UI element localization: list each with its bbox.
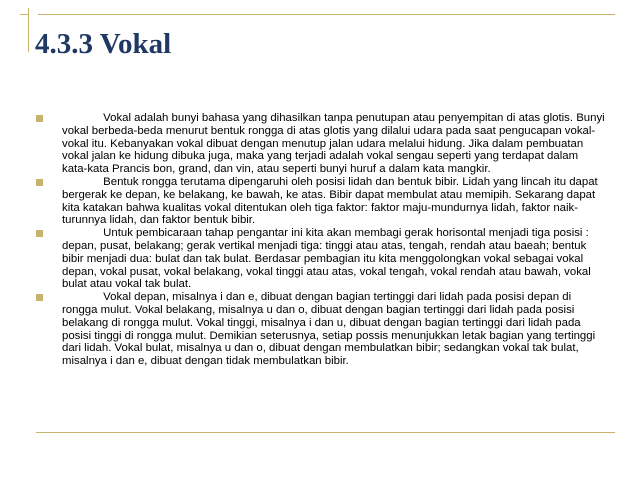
square-bullet-icon (36, 230, 43, 237)
paragraph-rongga (36, 176, 606, 227)
slide-title: 4.3.3 Vokal (35, 28, 172, 60)
paragraph-pembagian (36, 227, 606, 291)
square-bullet-icon (36, 115, 43, 122)
bottom-rule (36, 432, 615, 433)
square-bullet-icon (36, 294, 43, 301)
paragraph-vokal-definition (36, 112, 606, 176)
left-rule (28, 8, 29, 52)
paragraph-text: Bentuk rongga terutama dipengaruhi oleh posisi lidah dan bentuk bibir. Lidah yang lincah itu dapat bergerak ke depan, ke belakang, ke bawah, ke atas. Bibir dapat membulat atau memipih. Sekarang dapat kita katakan bahwa kualitas vokal ditentukan oleh tiga faktor: faktor maju-mundurnya lidah, faktor naik-turunnya lidah, dan faktor bentuk bibir. (62, 175, 598, 227)
slide-body (36, 112, 606, 368)
paragraph-vokal-depan (36, 291, 606, 368)
paragraph-text: Untuk pembicaraan tahap pengantar ini kita akan membagi gerak horisontal menjadi tiga posisi : depan, pusat, belakang; gerak vertikal menjadi tiga: tinggi atau atas, tengah, rendah atau baeah; bentuk bibir menjadi dua: bulat dan tak bulat. Berdasar pembagian itu kita menggolongkan vokal sebagai vokal depan, vokal pusat, vokal belakang, vokal tinggi atau atas, vokal tengah, vokal rendah atau bawah, vokal bulat atau vokal tak bulat. (62, 227, 591, 291)
top-rule (38, 14, 615, 15)
paragraph-text: Vokal adalah bunyi bahasa yang dihasilkan tanpa penutupan atau penyempitan di atas glotis. Bunyi vokal berbeda-beda menurut bentuk rongga di atas glotis yang dilalui udara pada saat pengucapan vokal-vokal itu. Kebanyakan vokal dibuat dengan menutup jalan udara melalui hidung. Jika dalam pembuatan vokal jalan ke hidung dibuka juga, maka yang terjadi adalah vokal sengau seperti yang terdapat dalam kata-kata Prancis bon, grand, dan vin, atau seperti bunyi huruf a dalam kata mangkir. (62, 112, 605, 176)
paragraph-text: Vokal depan, misalnya i dan e, dibuat dengan bagian tertinggi dari lidah pada posisi depan di rongga mulut. Vokal belakang, misalnya u dan o, dibuat dengan bagian tertinggi dari lidah pada posisi belakang di rongga mulut. Vokal tinggi, misalnya i dan u, dibuat dengan bagian tertinggi dari lidah pada posisi tinggi di rongga mulut. Demikian seterusnya, setiap possis menunjukkan letak bagian yang tertinggi dari lidah. Vokal bulat, misalnya u dan o, dibuat dengan membulatkan bibir; sedangkan vokal tak bulat, misalnya i dan e, dibuat dengan tidak membulatkan bibir. (62, 291, 596, 368)
square-bullet-icon (36, 179, 43, 186)
